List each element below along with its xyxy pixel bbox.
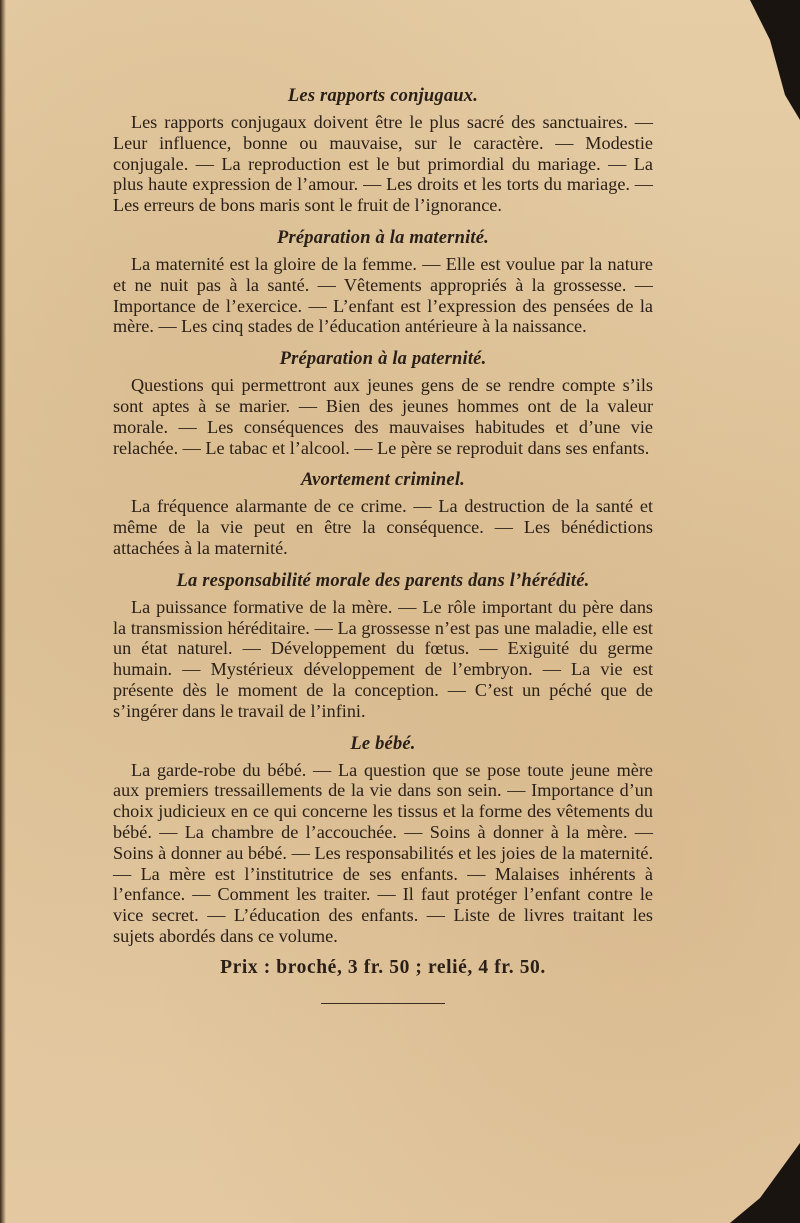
page-edge-left (0, 0, 6, 1223)
section-title: Préparation à la paternité. (279, 349, 487, 370)
section-title: Les rapports conjugaux. (287, 86, 479, 106)
torn-corner-bottom-right (730, 1143, 800, 1223)
section-body: Les rapports conjugaux doivent être le plus sacré des sanctuaires. — Leur influence, bonne ou mauvaise, sur le caractère. — Modestie conjugale. — La reproduction est le but primordial du mariage. — La plus haute expression de l’amour. — Les droits et les torts du mariage. — Les erreurs de bons maris sont le fruit de l’ignorance. (113, 112, 653, 216)
section-body: La garde-robe du bébé. — La question que se pose toute jeune mère aux premiers tressaillements de la vie dans son sein. — Importance d’un choix judicieux en ce qui concerne les tissus et la forme des vêtements du bébé. — La chambre de l’accouchée. — Soins à donner à la mère. — Soins à donner au bébé. — Les responsabilités et les joies de la maternité. — La mère est l’institutrice de ses enfants. — Malaises inhérents à l’enfance. — Comment les traiter. — Il faut protéger l’enfant contre le vice secret. — L’éducation des enfants. — Liste de livres traitant les sujets abordés dans ce volume. (113, 759, 653, 946)
divider-rule (321, 1003, 445, 1004)
price-line: Prix : broché, 3 fr. 50 ; relié, 4 fr. 50. (220, 956, 546, 978)
section-body: La fréquence alarmante de ce crime. — La destruction de la santé et même de la vie peut en être la conséquence. — Les bénédictions attachées à la maternité. (113, 496, 653, 558)
section-le-bebe (113, 732, 653, 947)
document-content (113, 84, 653, 1004)
section-body: La puissance formative de la mère. — Le rôle important du père dans la transmission héréditaire. — La grossesse n’est pas une maladie, elle est un état naturel. — Développement du fœtus. — Exiguité du germe humain. — Mystérieux développement de l’embryon. — La vie est présente dès le moment de la conception. — C’est un péché que de s’ingérer dans le travail de l’infini. (113, 596, 653, 721)
section-title: Avortement criminel. (301, 470, 465, 491)
section-avortement-criminel (113, 468, 653, 558)
section-rapports-conjugaux (113, 84, 653, 216)
section-body: La maternité est la gloire de la femme. — Elle est voulue par la nature et ne nuit pas à la santé. — Vêtements appropriés à la grossesse. — Importance de l’exercice. — L’enfant est l’expression des pensées de la mère. — Les cinq stades de l’éducation antérieure à la naissance. (113, 253, 653, 337)
section-title: La responsabilité morale des parents dans l’hérédité. (176, 570, 590, 591)
section-body: Questions qui permettront aux jeunes gens de se rendre compte s’ils sont aptes à se marier. — Bien des jeunes hommes ont de la valeur morale. — Les conséquences des mauvaises habitudes et d’une vie relachée. — Le tabac et l’alcool. — Le père se reproduit dans ses enfants. (113, 375, 653, 458)
torn-corner-top-right (680, 0, 800, 120)
section-title: Le bébé. (350, 733, 416, 754)
section-responsabilite-morale (113, 569, 653, 722)
section-preparation-maternite (113, 226, 653, 337)
section-title: Préparation à la maternité. (277, 227, 489, 248)
section-preparation-paternite (113, 347, 653, 458)
